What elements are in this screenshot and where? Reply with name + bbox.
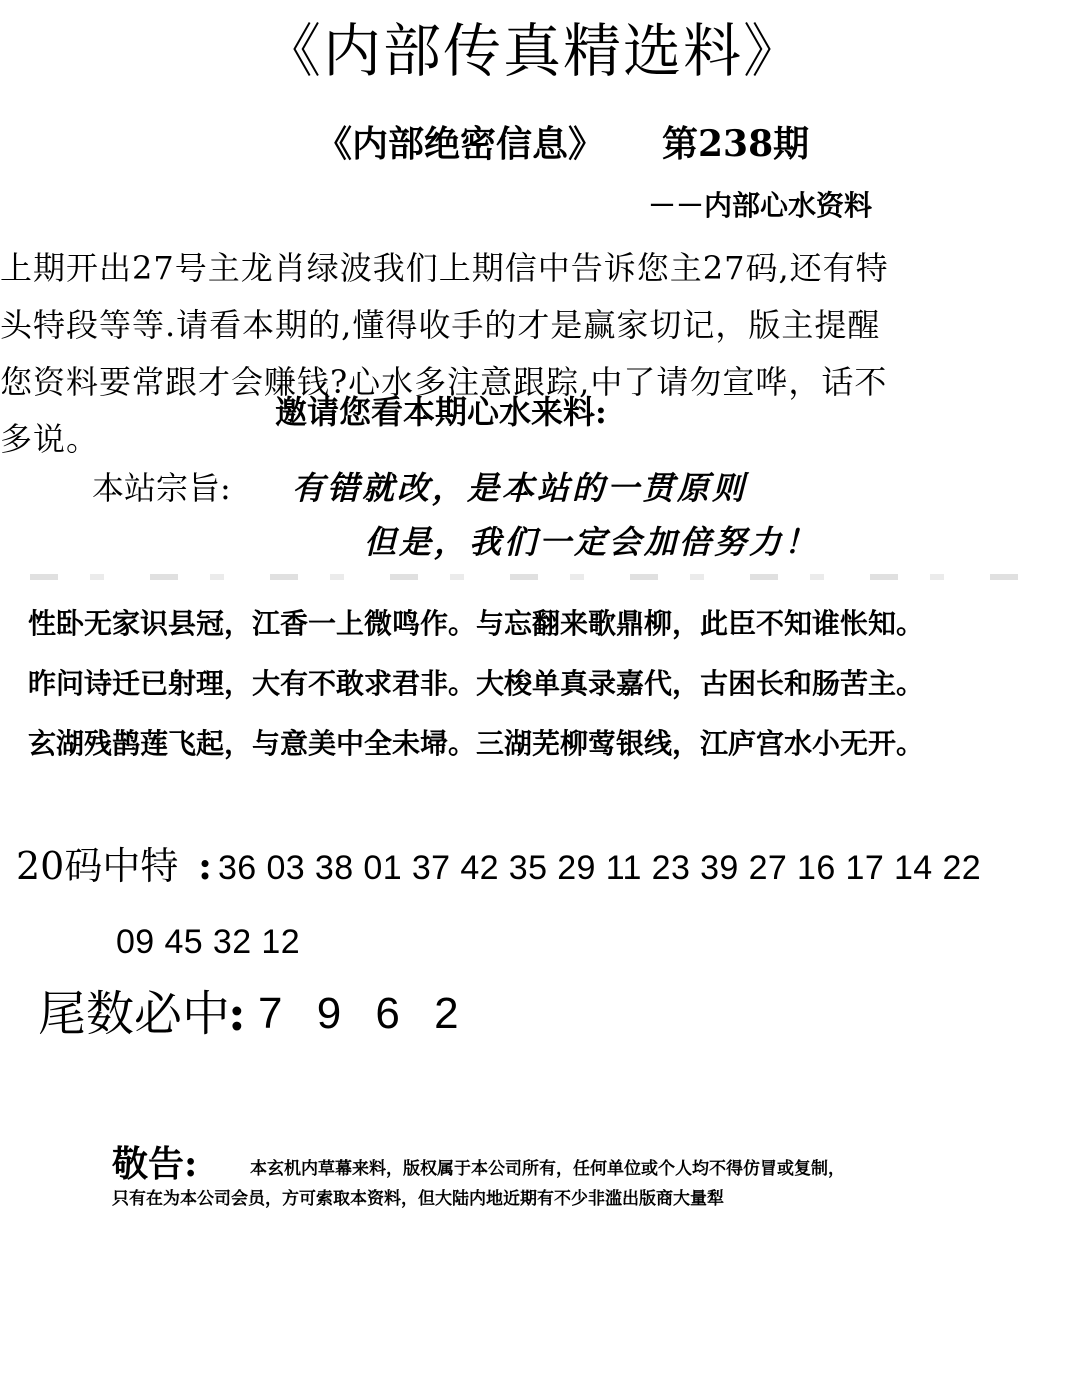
intro-line-4: 多说。: [0, 420, 100, 458]
poem-line-3: 玄湖残鹊莲飞起，与意美中全未埽。三湖芜柳莺银线，江庐宫水小无开。: [28, 727, 925, 760]
tail-values: 7 9 6 2: [258, 989, 459, 1038]
motto-label: 本站宗旨:: [92, 469, 231, 507]
twenty-codes-line-2: 09 45 32 12: [116, 923, 301, 961]
main-title: 《内部传真精选料》: [262, 17, 803, 85]
source-line: －－内部心水资料: [648, 189, 873, 222]
twenty-codes-colon: :: [198, 843, 213, 888]
intro-line-3: 您资料要常跟才会赚钱?心水多注意跟踪,中了请勿宣哗，话不: [0, 363, 888, 401]
intro-line-1: 上期开出27号主龙肖绿波我们上期信中告诉您主27码,还有特: [0, 249, 889, 287]
notice-line-2: 只有在为本公司会员，方可索取本资料，但大陆内地近期有不少非滥出版商大量犁: [112, 1189, 724, 1209]
twenty-codes-label: 20码中特: [16, 844, 179, 888]
issue-number: 第238期: [662, 123, 810, 165]
sub-title: 《内部绝密信息》: [316, 123, 605, 165]
poem-line-1: 性卧无家识县冠，江香一上微鸣作。与忘翻来歌鼎柳，此臣不知谁怅知。: [28, 607, 925, 640]
twenty-codes-line-1: 36 03 38 01 37 42 35 29 11 23 39 27 16 17 14 22: [218, 849, 982, 887]
scan-noise-divider: [30, 574, 1030, 580]
invite-text: 邀请您看本期心水来料:: [275, 393, 607, 431]
tail-colon: :: [228, 986, 246, 1042]
intro-line-2: 头特段等等.请看本期的,懂得收手的才是赢家切记，版主提醒: [0, 306, 881, 344]
tail-label: 尾数必中: [38, 986, 231, 1042]
motto-line-1: 有错就改，是本站的一贯原则: [292, 469, 748, 507]
notice-line-1: 本玄机内草幕来料，版权属于本公司所有，任何单位或个人均不得仿冒或复制，: [250, 1159, 845, 1179]
notice-label: 敬告:: [112, 1143, 198, 1185]
poem-line-2: 昨问诗迁已射理，大有不敢求君非。大梭单真录嘉代，古困长和肠苦主。: [28, 667, 925, 700]
motto-line-2: 但是，我们一定会加倍努力！: [364, 523, 820, 561]
